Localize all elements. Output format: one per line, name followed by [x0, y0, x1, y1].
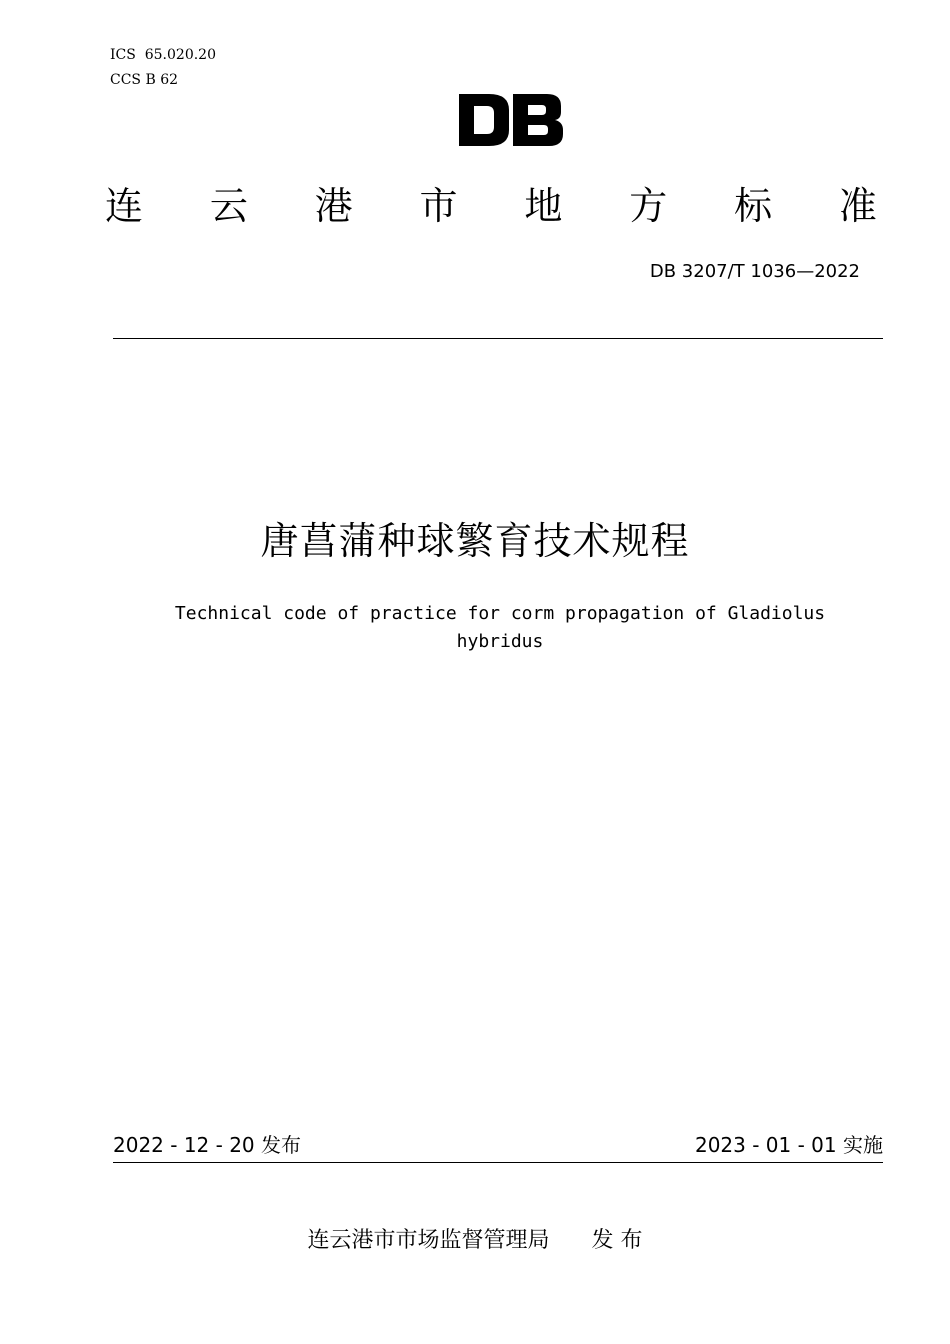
- standard-type-char: 标: [734, 184, 773, 228]
- bottom-divider: [113, 1162, 883, 1163]
- db-logo: [459, 94, 563, 146]
- standard-type-char: 方: [629, 184, 668, 228]
- standard-type-heading: [105, 182, 877, 230]
- english-title: Technical code of practice for corm propagation of Gladiolus hybridus: [174, 603, 826, 652]
- ics-code: ICS 65.020.20: [110, 47, 216, 63]
- standard-type-char: 市: [419, 184, 458, 228]
- chinese-title: 唐菖蒲种球繁育技术规程: [260, 519, 690, 563]
- ccs-code: CCS B 62: [110, 72, 179, 88]
- top-divider: [113, 338, 883, 339]
- standard-type-char: 地: [524, 184, 563, 228]
- standard-type-char: 港: [314, 184, 353, 228]
- issue-date: 2022 - 12 - 20 发布: [113, 1133, 302, 1157]
- standard-type-char: 准: [838, 184, 877, 228]
- issuing-authority: 连云港市市场监督管理局 发 布: [307, 1228, 643, 1253]
- implementation-date: 2023 - 01 - 01 实施: [694, 1133, 883, 1157]
- standard-type-char: 连: [105, 184, 144, 228]
- standard-number: DB 3207/T 1036—2022: [649, 261, 860, 282]
- standard-type-char: 云: [209, 184, 248, 228]
